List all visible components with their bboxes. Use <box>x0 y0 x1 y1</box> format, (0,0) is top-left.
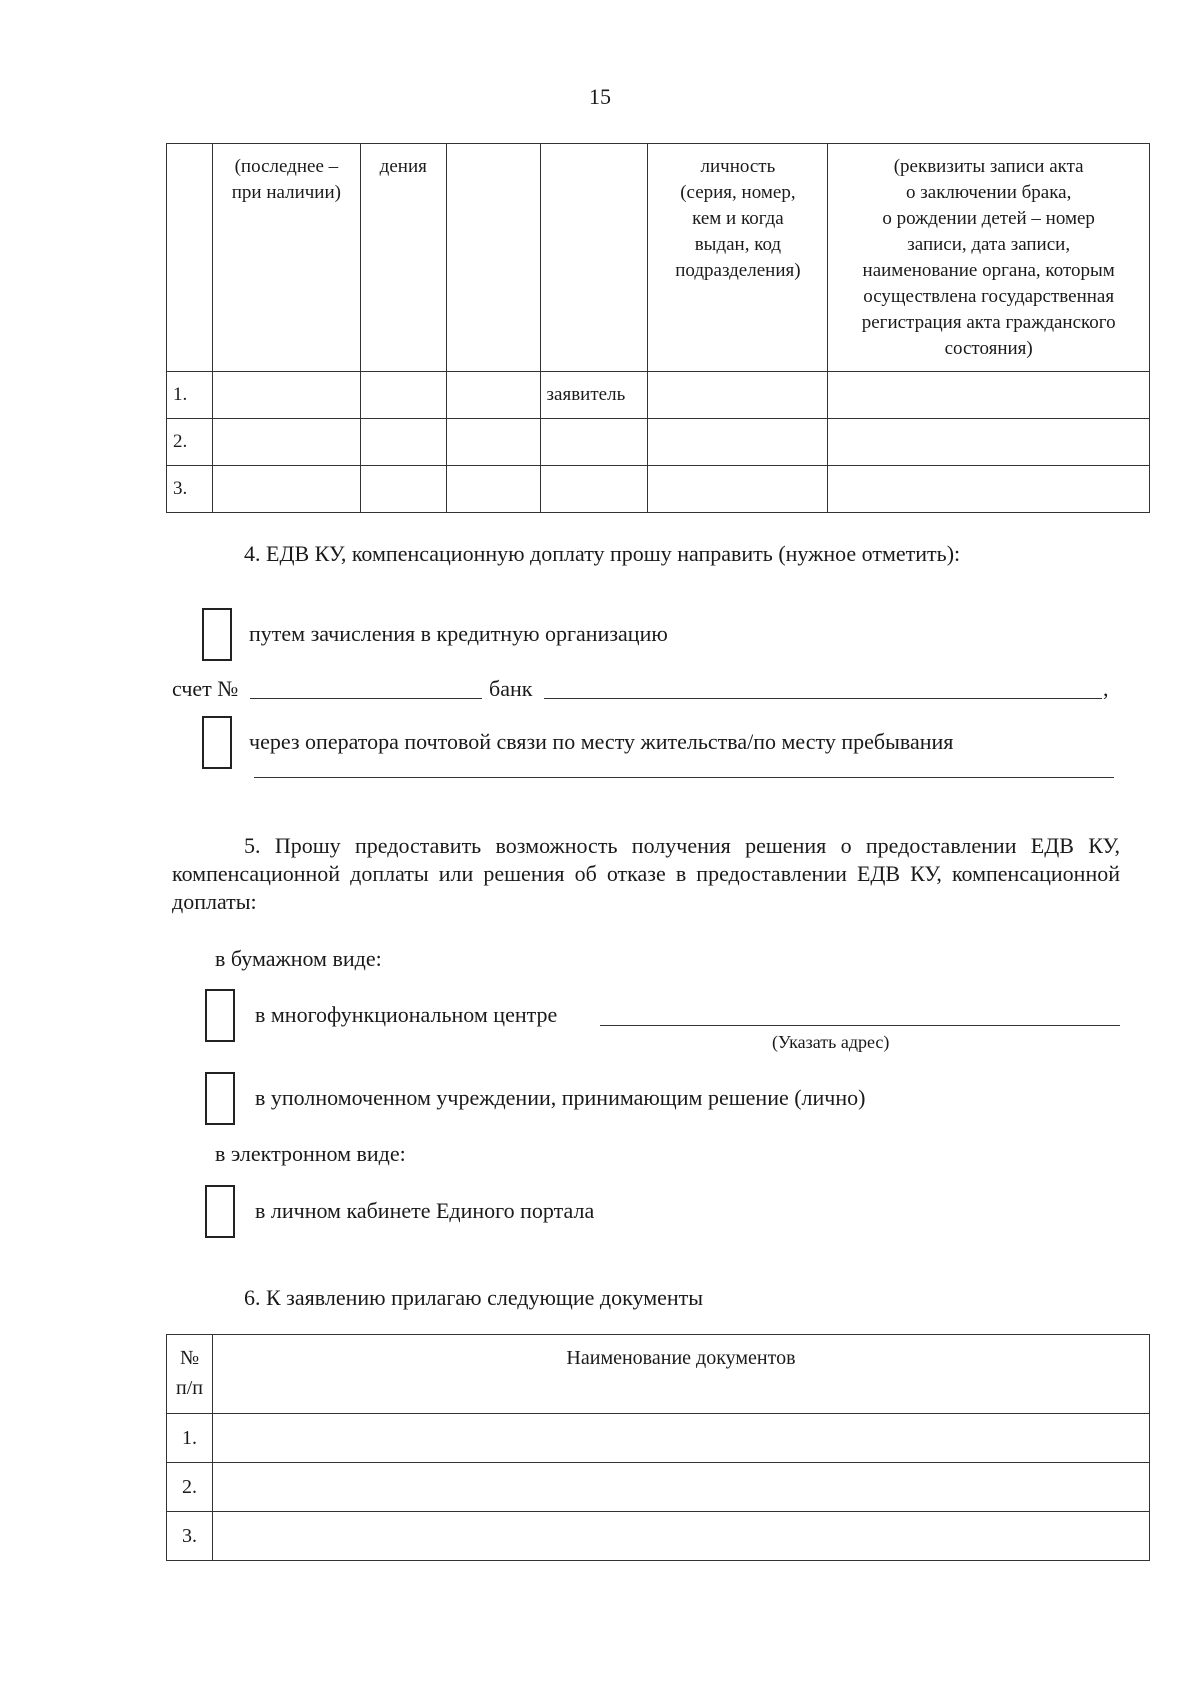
header-cell-num: № п/п <box>167 1335 213 1414</box>
option-portal-label: в личном кабинете Единого портала <box>255 1198 595 1223</box>
option-post-label: через оператора почтовой связи по месту жительства/по месту пребывания <box>249 729 954 754</box>
header-cell-birth: дения <box>360 144 446 372</box>
table-cell[interactable] <box>648 419 828 466</box>
table-row <box>167 419 1150 466</box>
checkbox-post[interactable] <box>202 716 232 769</box>
table-cell[interactable] <box>360 466 446 513</box>
mfc-address-field[interactable] <box>600 1025 1120 1026</box>
row-number: 1. <box>167 372 213 419</box>
checkbox-mfc[interactable] <box>205 989 235 1042</box>
header-cell-doc-name: Наименование документов <box>212 1335 1149 1414</box>
row-number: 1. <box>167 1414 213 1463</box>
family-members-table <box>166 143 1150 513</box>
table-row <box>167 1463 1150 1512</box>
option-mfc-label: в многофункциональном центре <box>255 1002 558 1027</box>
option-office-label: в уполномоченном учреждении, принимающим решение (лично) <box>255 1085 866 1110</box>
header-cell-act-record: (реквизиты записи акта о заключении брака, о рождении детей – номер записи, дата записи, наименование органа, которым осуществлена государственная регистрация акта гражданского состояния) <box>828 144 1150 372</box>
account-field[interactable] <box>250 698 482 699</box>
table-cell[interactable] <box>212 466 360 513</box>
row-number: 3. <box>167 1512 213 1561</box>
checkbox-bank[interactable] <box>202 608 232 661</box>
row-number: 2. <box>167 419 213 466</box>
checkbox-portal[interactable] <box>205 1185 235 1238</box>
table-cell[interactable] <box>540 466 648 513</box>
header-cell-num <box>167 144 213 372</box>
bank-label: банк <box>489 676 533 701</box>
row-number: 2. <box>167 1463 213 1512</box>
table-cell[interactable] <box>446 466 540 513</box>
bank-field[interactable] <box>544 698 1102 699</box>
row-role: заявитель <box>540 372 648 419</box>
header-cell-empty-a <box>446 144 540 372</box>
electronic-label: в электронном виде: <box>215 1141 406 1166</box>
doc-name-cell[interactable] <box>212 1414 1149 1463</box>
doc-name-cell[interactable] <box>212 1463 1149 1512</box>
page-number: 15 <box>589 84 611 109</box>
documents-table <box>166 1334 1150 1561</box>
option-bank-label: путем зачисления в кредитную организацию <box>249 621 668 646</box>
address-hint: (Указать адрес) <box>772 1032 890 1052</box>
section6-title: 6. К заявлению прилагаю следующие документы <box>244 1285 704 1310</box>
doc-name-cell[interactable] <box>212 1512 1149 1561</box>
table-cell[interactable] <box>446 419 540 466</box>
comma: , <box>1103 676 1109 701</box>
table-cell[interactable] <box>540 419 648 466</box>
header-cell-patronymic: (последнее – при наличии) <box>212 144 360 372</box>
account-label: счет № <box>172 676 239 701</box>
table-cell[interactable] <box>648 466 828 513</box>
table-row <box>167 1512 1150 1561</box>
table-cell[interactable] <box>648 372 828 419</box>
table-row <box>167 372 1150 419</box>
table-cell[interactable] <box>828 466 1150 513</box>
table-cell[interactable] <box>212 372 360 419</box>
paper-label: в бумажном виде: <box>215 946 382 971</box>
table-row <box>167 466 1150 513</box>
header-cell-empty-b <box>540 144 648 372</box>
table-cell[interactable] <box>828 419 1150 466</box>
table-cell[interactable] <box>446 372 540 419</box>
row-number: 3. <box>167 466 213 513</box>
table-cell[interactable] <box>828 372 1150 419</box>
table-row <box>167 1414 1150 1463</box>
table-cell[interactable] <box>360 419 446 466</box>
table-cell[interactable] <box>360 372 446 419</box>
table-cell[interactable] <box>212 419 360 466</box>
section5-text: 5. Прошу предоставить возможность получения решения о предоставлении ЕДВ КУ, компенсационной доплаты или решения об отказе в предоставлении ЕДВ КУ, компенсационной доплаты: <box>172 833 1120 914</box>
header-cell-identity-doc: личность (серия, номер, кем и когда выдан, код подразделения) <box>648 144 828 372</box>
post-address-field[interactable] <box>254 777 1114 778</box>
checkbox-office[interactable] <box>205 1072 235 1125</box>
section4-title: 4. ЕДВ КУ, компенсационную доплату прошу направить (нужное отметить): <box>244 541 961 566</box>
